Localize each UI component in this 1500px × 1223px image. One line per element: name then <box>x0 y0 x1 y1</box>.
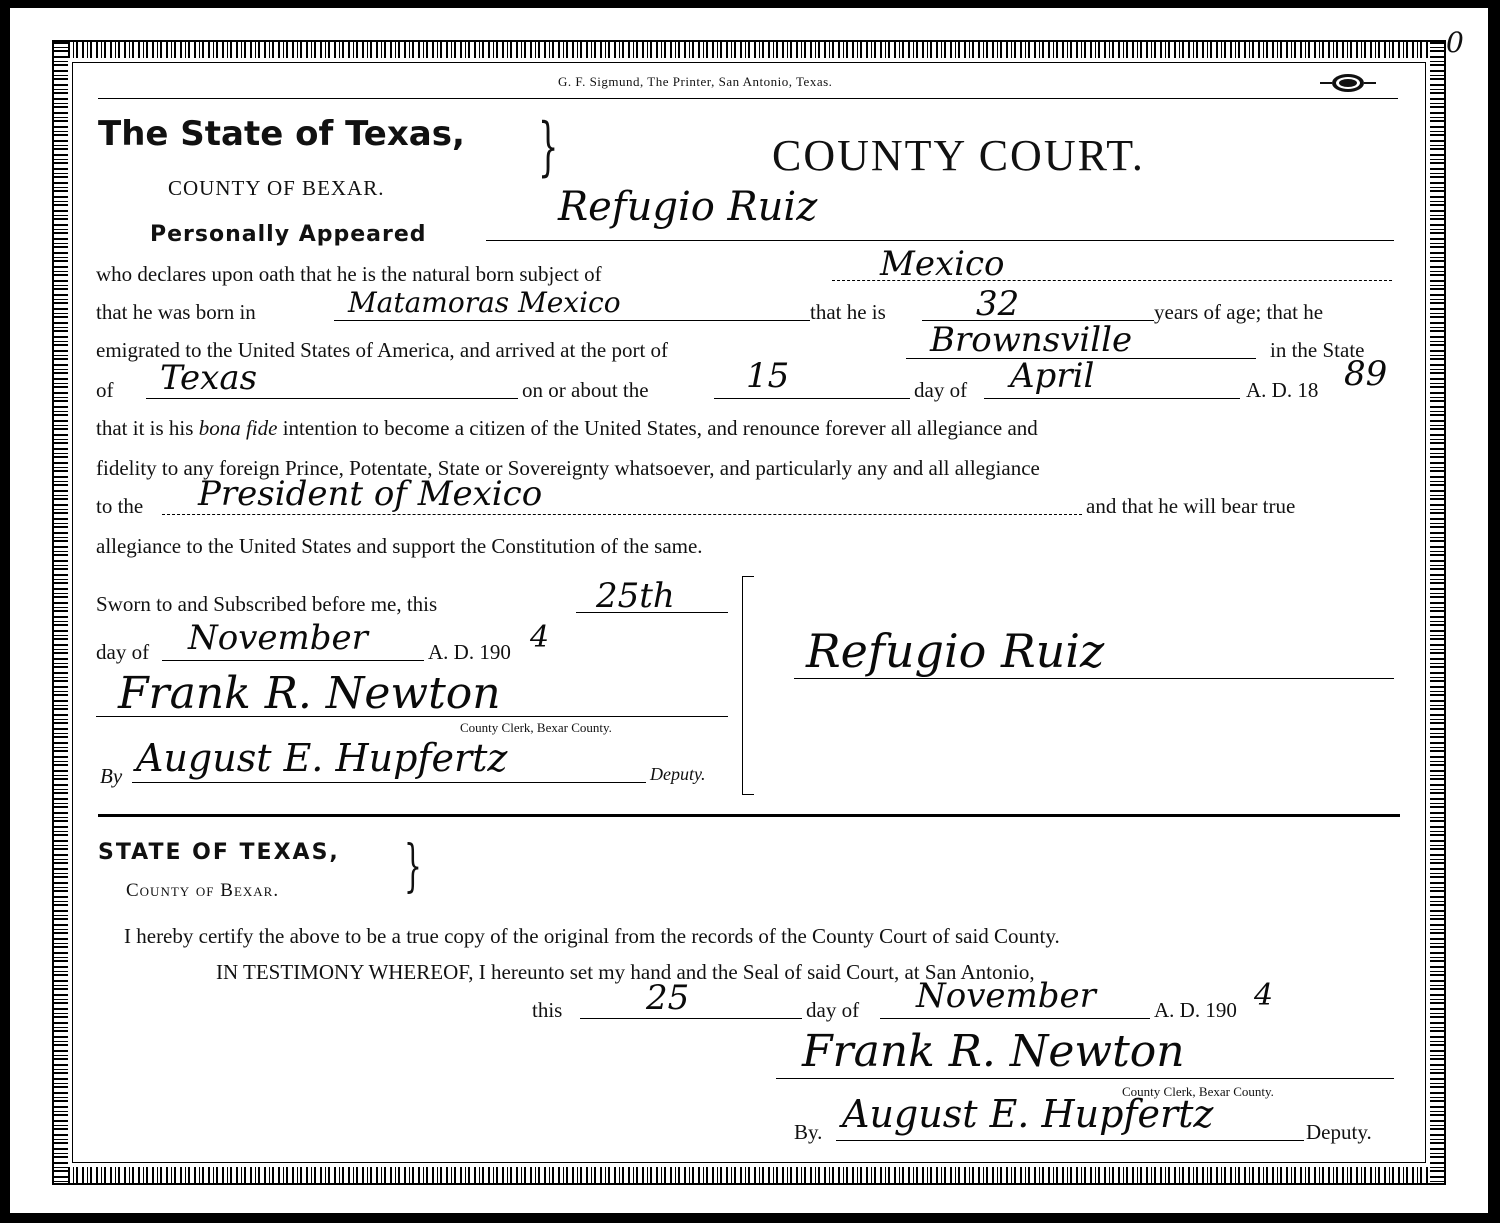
of-label: of <box>96 378 114 402</box>
cert-county: County of Bexar. <box>126 880 280 901</box>
allegiance-text: allegiance to the United States and support the Constitution of the same. <box>96 534 703 558</box>
greek-key-border-bottom <box>54 1167 1444 1183</box>
cert-deputy-signature: August E. Hupfertz <box>842 1092 1214 1136</box>
cert-clerk-title: County Clerk, Bexar County. <box>1122 1084 1274 1099</box>
deputy-label: Deputy. <box>650 764 706 784</box>
cert-day-line <box>580 1018 802 1019</box>
bona-fide-text: bona fide <box>198 416 278 440</box>
cert-deputy-label: Deputy. <box>1306 1120 1372 1144</box>
certify-text: I hereby certify the above to be a true copy of the original from the records of the County Court of said County. <box>124 924 1060 948</box>
court-title: COUNTY COURT. <box>772 131 1145 180</box>
birthplace-value: Matamoras Mexico <box>348 286 621 319</box>
county-of-bexar: COUNTY OF BEXAR. <box>168 176 385 200</box>
years-label: years of age; that he <box>1154 300 1324 324</box>
day-of-label: day of <box>914 378 968 402</box>
in-state-label: in the State <box>1270 338 1365 362</box>
emigrated-label: emigrated to the United States of America, and arrived at the port of <box>96 338 669 362</box>
bear-true-label: and that he will bear true <box>1086 494 1296 518</box>
oath-ad-label: A. D. 190 <box>428 640 511 664</box>
arrival-day-value: 15 <box>746 356 790 396</box>
oath-month-line <box>162 660 424 661</box>
state-title: The State of Texas, <box>98 114 465 154</box>
cert-month-value: November <box>916 976 1096 1016</box>
printer-credit: G. F. Sigmund, The Printer, San Antonio, Texas. <box>558 74 833 89</box>
born-in-label: that he was born in <box>96 300 256 324</box>
bracket-bottom <box>742 794 754 795</box>
age-label: that he is <box>810 300 886 324</box>
brace-icon: } <box>538 110 559 184</box>
testimony-text: IN TESTIMONY WHEREOF, I hereunto set my hand and the Seal of said Court, at San Antonio, <box>216 960 1035 984</box>
applicant-signature: Refugio Ruiz <box>806 624 1105 678</box>
printer-seal-icon <box>1320 72 1376 94</box>
cert-state: STATE OF TEXAS, <box>98 840 340 865</box>
greek-key-border-right <box>1430 42 1444 1183</box>
corner-mark: 0 <box>1446 26 1464 59</box>
applicant-name-line <box>486 240 1394 241</box>
oath-day-value: 25th <box>596 576 675 616</box>
cert-clerk-signature: Frank R. Newton <box>802 1026 1185 1077</box>
cert-clerk-line <box>776 1078 1394 1079</box>
cert-brace-icon: } <box>404 834 422 899</box>
printer-rule <box>98 98 1398 99</box>
by-label: By <box>100 764 123 788</box>
age-value: 32 <box>976 284 1020 324</box>
deputy-signature: August E. Hupfertz <box>136 736 508 780</box>
port-value: Brownsville <box>930 320 1133 360</box>
personally-appeared-label: Personally Appeared <box>150 222 427 247</box>
cert-this-label: this <box>532 998 563 1022</box>
bracket-top <box>742 576 754 577</box>
cert-month-line <box>880 1018 1150 1019</box>
deputy-signature-line <box>132 782 646 783</box>
to-the-label: to the <box>96 494 144 518</box>
birthplace-line <box>334 320 810 321</box>
cert-ad-label: A. D. 190 <box>1154 998 1237 1022</box>
arrival-day-line <box>714 398 910 399</box>
cert-by-label: By. <box>794 1120 823 1144</box>
applicant-signature-line <box>794 678 1394 679</box>
fidelity-text: fidelity to any foreign Prince, Potentate, State or Sovereignty whatsoever, and particularly any and all allegiance <box>96 456 1040 480</box>
clerk-signature: Frank R. Newton <box>118 668 501 719</box>
state-line <box>146 398 518 399</box>
greek-key-border-top <box>54 42 1444 58</box>
intention-line <box>96 416 1038 441</box>
oath-bracket <box>742 576 743 794</box>
oath-day-of-label: day of <box>96 640 150 664</box>
document-sheet <box>10 8 1488 1213</box>
intention-pre: that it is his <box>96 416 194 440</box>
sovereign-line <box>162 514 1082 515</box>
intention-post: intention to become a citizen of the United States, and renounce forever all allegiance and <box>282 416 1038 440</box>
arrival-month-line <box>984 398 1240 399</box>
arrival-year-value: 89 <box>1344 354 1388 394</box>
cert-year-digit: 4 <box>1254 978 1274 1013</box>
arrival-month-value: April <box>1010 356 1095 396</box>
oath-year-digit: 4 <box>530 620 550 655</box>
sworn-label: Sworn to and Subscribed before me, this <box>96 592 438 616</box>
oath-month-value: November <box>188 618 368 658</box>
section-divider <box>98 814 1400 817</box>
clerk-title: County Clerk, Bexar County. <box>460 720 612 735</box>
declares-text: who declares upon oath that he is the natural born subject of <box>96 262 602 286</box>
country-value: Mexico <box>880 244 1005 284</box>
state-value: Texas <box>160 358 258 398</box>
applicant-name: Refugio Ruiz <box>558 184 818 230</box>
sovereign-value: President of Mexico <box>198 474 543 514</box>
cert-deputy-line <box>836 1140 1304 1141</box>
cert-day-of-label: day of <box>806 998 860 1022</box>
ad-label: A. D. 18 <box>1246 378 1319 402</box>
on-about-label: on or about the <box>522 378 649 402</box>
greek-key-border-left <box>54 42 68 1183</box>
cert-day-value: 25 <box>646 978 690 1018</box>
